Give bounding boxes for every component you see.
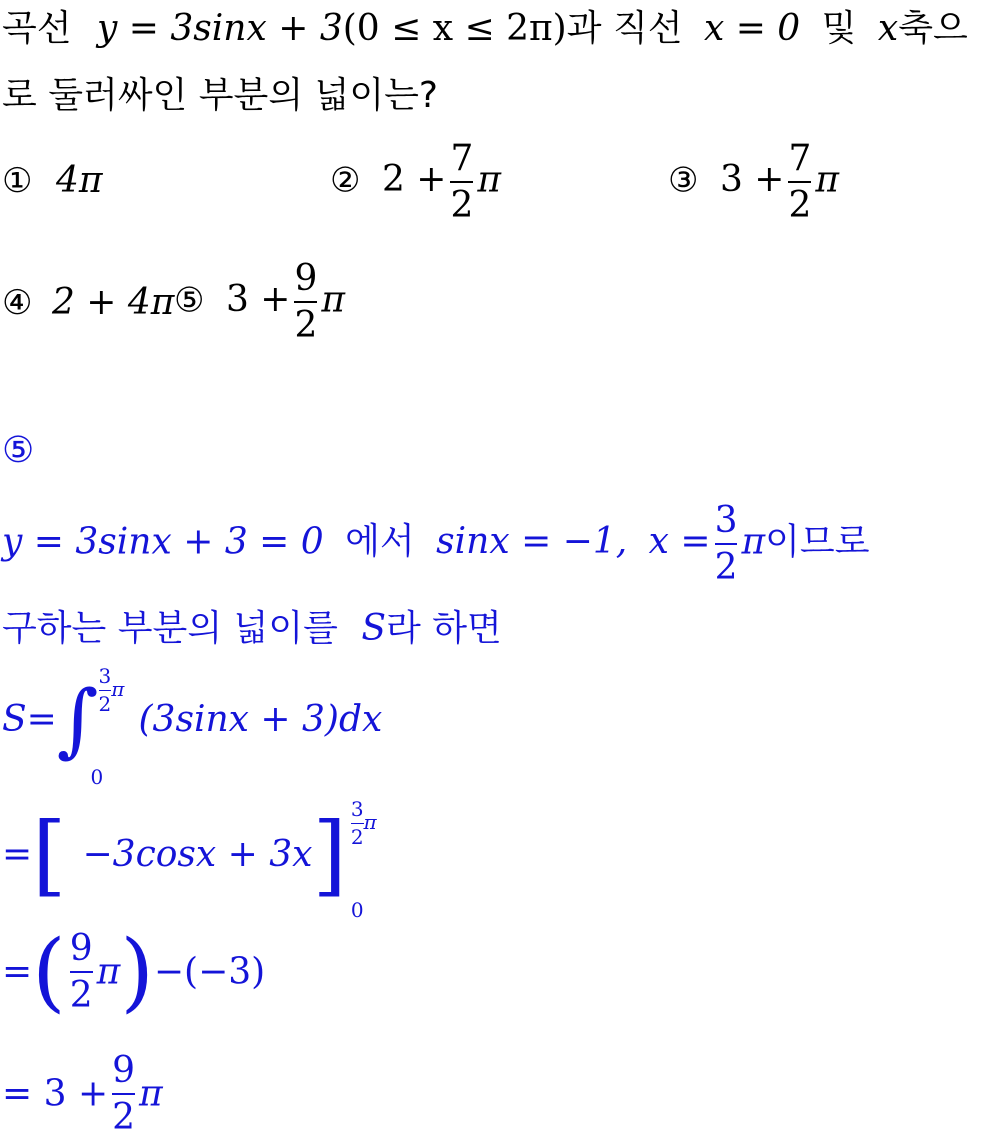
choice-marker: ④ xyxy=(2,283,33,323)
choice-marker: ② xyxy=(330,160,361,201)
variable: x xyxy=(877,8,899,49)
upper-limit xyxy=(99,665,125,716)
equation: x = 0 xyxy=(703,8,801,49)
answer-marker: ⑤ xyxy=(2,430,35,471)
choice-marker: ① xyxy=(2,161,33,201)
fraction-bar xyxy=(99,690,112,691)
denominator: 2 xyxy=(788,185,812,227)
solution-step-5 xyxy=(2,922,266,1023)
fraction-bar xyxy=(450,181,473,183)
choice-prefix: 2 + xyxy=(381,159,447,201)
variable: S xyxy=(361,608,386,649)
choice-prefix: 3 + xyxy=(719,159,785,201)
question-text: 과 직선 xyxy=(566,8,683,49)
lower-limit: 0 xyxy=(350,898,364,922)
numerator: 3 xyxy=(350,797,364,821)
integral-limits xyxy=(90,664,139,789)
numerator: 3 xyxy=(98,664,112,688)
equation: S= xyxy=(2,699,57,740)
choice-4[interactable] xyxy=(2,282,174,323)
fraction xyxy=(450,138,473,227)
solution-text: 이므로 xyxy=(765,521,870,563)
choice-1[interactable] xyxy=(2,160,103,201)
solution-step-3 xyxy=(2,664,383,789)
numerator: 7 xyxy=(450,138,474,179)
fraction-bar xyxy=(788,181,811,183)
right-paren: ) xyxy=(120,922,154,1023)
denominator: 2 xyxy=(294,305,318,347)
choice-marker: ③ xyxy=(668,160,699,201)
question-line-1 xyxy=(2,5,968,53)
fraction xyxy=(294,258,317,347)
fraction-bar xyxy=(112,1093,135,1095)
choice-text: 4π xyxy=(55,160,103,201)
domain-range: (0 ≤ x ≤ 2π) xyxy=(342,8,567,49)
remainder: −(−3) xyxy=(153,951,266,993)
equation: sinx = −1, xyxy=(436,521,628,563)
solution-text: 라 하면 xyxy=(386,608,502,649)
solution-step-4 xyxy=(2,797,397,922)
equation: x = xyxy=(648,521,711,563)
fraction xyxy=(70,928,93,1017)
denominator: 2 xyxy=(714,547,738,589)
right-bracket: ] xyxy=(312,803,347,906)
choice-2[interactable] xyxy=(330,138,501,227)
upper-limit xyxy=(351,798,377,849)
pi: π xyxy=(96,951,121,993)
equals: = xyxy=(2,834,33,875)
denominator: 2 xyxy=(350,825,364,849)
choice-prefix: 3 + xyxy=(225,279,291,321)
numerator: 9 xyxy=(69,928,93,969)
solution-text: 에서 xyxy=(345,521,415,563)
solution-step-1 xyxy=(2,500,869,589)
equals: = xyxy=(2,951,33,993)
denominator: 2 xyxy=(450,185,474,227)
equation: y = 3sinx + 3 = 0 xyxy=(2,521,324,563)
fraction xyxy=(788,138,811,227)
solution-step-6 xyxy=(2,1050,163,1139)
fraction xyxy=(112,1050,135,1139)
denominator: 2 xyxy=(112,1097,136,1139)
solution-step-2 xyxy=(2,605,502,653)
fraction-bar xyxy=(715,543,738,545)
pi: π xyxy=(741,521,766,563)
integral-sign: ∫ xyxy=(56,673,99,766)
solution-text: 구하는 부분의 넓이를 xyxy=(2,608,338,649)
choice-5[interactable] xyxy=(174,258,345,347)
question-text: 축으 xyxy=(898,8,968,49)
question-line-2: 로 둘러싸인 부분의 넓이는? xyxy=(2,75,438,116)
numerator: 3 xyxy=(714,500,738,541)
pi: π xyxy=(321,279,346,321)
numerator: 9 xyxy=(294,258,318,299)
denominator: 2 xyxy=(69,975,93,1017)
choice-text: 2 + 4π xyxy=(51,282,175,323)
numerator: 9 xyxy=(112,1050,136,1091)
numerator: 7 xyxy=(788,138,812,179)
fraction-bar xyxy=(70,971,93,973)
pi: π xyxy=(139,1073,163,1115)
fraction-bar xyxy=(294,301,317,303)
pi: π xyxy=(111,677,125,701)
equation: = 3 + xyxy=(2,1073,109,1115)
left-paren: ( xyxy=(32,922,66,1023)
fraction-bar xyxy=(351,823,364,824)
fraction xyxy=(715,500,738,589)
pi: π xyxy=(477,159,502,201)
choice-marker: ⑤ xyxy=(174,280,205,321)
choice-3[interactable] xyxy=(668,138,839,227)
equation: y = 3sinx + 3 xyxy=(97,8,343,49)
left-bracket: [ xyxy=(32,803,67,906)
integrand: (3sinx + 3)dx xyxy=(138,699,383,740)
pi: π xyxy=(815,159,840,201)
antiderivative: −3cosx + 3x xyxy=(82,834,313,875)
denominator: 2 xyxy=(98,692,112,716)
question-text: 곡선 xyxy=(2,8,72,49)
lower-limit: 0 xyxy=(90,765,104,789)
pi: π xyxy=(363,810,377,834)
question-text: 및 xyxy=(821,8,857,49)
evaluation-limits xyxy=(347,797,397,922)
